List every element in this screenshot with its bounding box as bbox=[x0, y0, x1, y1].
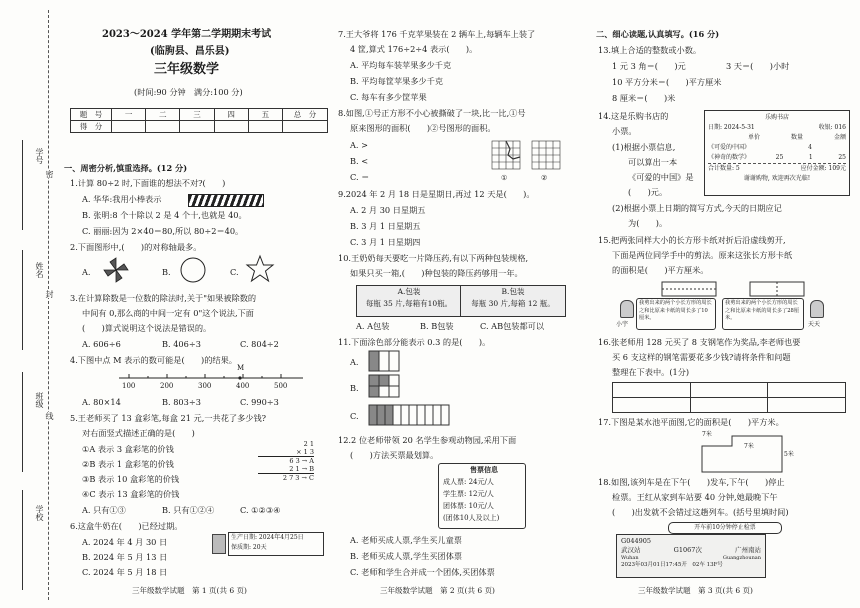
score-cell[interactable] bbox=[112, 121, 146, 133]
q14-part1: 可以算出一本 bbox=[628, 157, 678, 167]
q15-text-line3: 的面积是( )平方厘米。 bbox=[612, 265, 709, 275]
arrival-station: 广州南站 bbox=[734, 546, 761, 554]
score-cell[interactable] bbox=[248, 121, 282, 133]
receipt-head: 金额 bbox=[833, 134, 846, 141]
pool-dim: 5米 bbox=[784, 451, 794, 458]
exam-region: (临朐县、昌乐县) bbox=[150, 46, 230, 57]
milk-production-date: 生产日期: 2024年4月25日 bbox=[231, 534, 304, 541]
q10-text-line1: 10.王奶奶每天要吃一片降压药,有以下两种包装规格, bbox=[338, 253, 529, 263]
receipt-thanks: 谢谢购物, 欢迎再次光临! bbox=[743, 175, 811, 182]
departure-en: Wuhan bbox=[621, 555, 639, 561]
q18-text-line2: 检票。王红从家到车站要 40 分钟,她最晚下午 bbox=[612, 492, 778, 502]
receipt-paid: 应付金额: 109元 bbox=[800, 165, 846, 172]
package-b-box bbox=[460, 285, 566, 317]
milk-box-image bbox=[212, 534, 226, 554]
q8-text-line1: 8.如图,①号正方形不小心被撕破了一块,比一比,①号 bbox=[338, 108, 526, 118]
score-cell[interactable] bbox=[146, 121, 180, 133]
receipt-qty: 1 bbox=[808, 154, 813, 161]
figure-label-2: ② bbox=[541, 174, 548, 182]
student-figure-tiantian bbox=[810, 300, 824, 318]
q4-option-b: B. 803÷3 bbox=[162, 397, 201, 407]
ticket-title: 售票信息 bbox=[470, 465, 498, 474]
receipt-item: 《神奇的数学》 bbox=[708, 154, 751, 161]
score-cell[interactable] bbox=[180, 121, 214, 133]
gutter-label-student-no: 学号 bbox=[35, 148, 44, 164]
exam-subject: 三年级数学 bbox=[154, 62, 220, 77]
receipt-qty: 4 bbox=[808, 144, 812, 151]
q7-option-b: B. 平均每筐苹果多少千克 bbox=[350, 76, 444, 86]
q7-text-line2: 4 筐,算式 176÷2÷4 表示( )。 bbox=[350, 44, 478, 54]
score-head: 四 bbox=[214, 109, 248, 121]
q14-part2-line1: (2)根据小票上日期的简写方式,今天的日期应记 bbox=[612, 203, 782, 213]
q13-text: 13.填上合适的整数或小数。 bbox=[598, 45, 702, 55]
speech-bubble-tiantian bbox=[722, 298, 804, 330]
q11-option-c: C. bbox=[350, 411, 359, 421]
q13-item: 3 天＝( )小时 bbox=[726, 61, 790, 71]
table-cell[interactable] bbox=[690, 398, 768, 413]
shaded-grid-b bbox=[368, 374, 400, 398]
q16-text-line2: 买 6 支这样的钢笔需要花多少钱?请将条件和问题 bbox=[612, 352, 791, 362]
q4-option-c: C. 990÷3 bbox=[240, 397, 279, 407]
shaded-grid-a bbox=[368, 350, 400, 372]
blank-line bbox=[22, 250, 23, 350]
q3-option-c: C. 804÷2 bbox=[240, 339, 279, 349]
q4-text: 4.下图中点 M 表示的数可能是( )的结果。 bbox=[70, 355, 237, 365]
table-cell[interactable] bbox=[690, 383, 768, 398]
q2-option-b: B. bbox=[162, 267, 171, 277]
receipt-head: 单价 bbox=[748, 134, 761, 141]
number-line-point-m: M bbox=[237, 364, 245, 372]
axis-label: 200 bbox=[160, 382, 174, 390]
seal-char: 封 bbox=[45, 290, 54, 298]
q13-item: 8 厘米＝( )米 bbox=[612, 93, 676, 103]
q11-option-b: B. bbox=[350, 383, 359, 393]
receipt-shop: 乐购书店 bbox=[764, 114, 789, 121]
package-a-title: A.包装 bbox=[397, 287, 421, 296]
blank-line bbox=[22, 140, 23, 230]
blank-line bbox=[22, 490, 23, 590]
q5-item: ①A 表示 3 盒彩笔的价钱 bbox=[82, 444, 174, 454]
q5-item: ④C 表示 13 盒彩笔的价钱 bbox=[82, 489, 180, 499]
q1-option-b: B. 张明:8 个十除以 2 是 4 个十,也就是 40。 bbox=[82, 210, 247, 220]
seal-char: 线 bbox=[45, 412, 54, 420]
shaded-grid-c bbox=[368, 404, 450, 426]
exam-meta: (时间:90 分钟 满分:100 分) bbox=[134, 87, 243, 97]
ticket-group: 团体票: 10元/人 bbox=[443, 502, 494, 510]
q6-option-b: B. 2024 年 5 月 13 日 bbox=[82, 552, 168, 562]
page-1 bbox=[62, 0, 327, 608]
q5-text-line1: 5.王老师买了 13 盒彩笔,每盒 21 元,一共花了多少钱? bbox=[70, 413, 267, 423]
package-b-desc: 每瓶 30 片,每箱 12 瓶。 bbox=[471, 299, 555, 308]
q16-text-line1: 16.张老师用 128 元买了 8 支钢笔作为奖品,李老师也要 bbox=[598, 337, 801, 347]
gutter-label-class: 班级 bbox=[35, 392, 44, 408]
q6-text: 6.这盒牛奶在( )已经过期。 bbox=[70, 521, 183, 531]
axis-label: 500 bbox=[274, 382, 288, 390]
gutter-label-name: 姓名 bbox=[35, 262, 44, 278]
q13-item: 1 元 3 角＝( )元 bbox=[612, 61, 686, 71]
milk-shelf-life: 保质期: 20天 bbox=[231, 544, 267, 551]
ticket-group-note: (团体10人及以上) bbox=[443, 514, 500, 522]
score-head: 得 分 bbox=[71, 121, 112, 133]
table-cell[interactable] bbox=[768, 383, 846, 398]
q2-option-c: C. bbox=[230, 267, 239, 277]
score-head: 一 bbox=[112, 109, 146, 121]
q9-option-a: A. 2 月 30 日星期五 bbox=[350, 205, 426, 215]
q12-option-c: C. 老师和学生合并成一个团体,买团体票 bbox=[350, 567, 495, 577]
score-head: 三 bbox=[180, 109, 214, 121]
q12-option-a: A. 老师买成人票,学生买儿童票 bbox=[350, 535, 462, 545]
student-name: 天天 bbox=[808, 321, 821, 328]
calc-line: 2 1 → B bbox=[258, 465, 314, 474]
q17-text: 17.下图是某水池平面图,它的面积是( )平方米。 bbox=[598, 417, 784, 427]
receipt-date: 日期: 2024-5-31 bbox=[708, 124, 755, 131]
score-table bbox=[70, 108, 328, 133]
sticks-image bbox=[188, 194, 264, 207]
score-cell[interactable] bbox=[283, 121, 328, 133]
receipt-total: 合计数量: 5 bbox=[708, 165, 740, 172]
q5-text-line2: 对右面竖式描述正确的是( ) bbox=[82, 428, 195, 438]
table-cell[interactable] bbox=[613, 383, 691, 398]
page-1-footer: 三年级数学试题 第 1 页(共 6 页) bbox=[132, 586, 247, 595]
pinwheel-shape bbox=[102, 256, 130, 284]
axis-label: 300 bbox=[198, 382, 212, 390]
seal-line bbox=[48, 10, 49, 600]
table-cell[interactable] bbox=[613, 398, 691, 413]
q6-option-a: A. 2024 年 4 月 30 日 bbox=[82, 537, 168, 547]
score-head: 二 bbox=[146, 109, 180, 121]
q9-option-b: B. 3 月 1 日星期五 bbox=[350, 221, 421, 231]
milk-label bbox=[228, 532, 324, 556]
notice-text: 开车前10分钟停止检票 bbox=[694, 524, 756, 531]
student-figure-xiaoyu bbox=[620, 300, 634, 318]
q8-option-b: B. < bbox=[350, 156, 369, 166]
q15-text-line1: 15.把两张同样大小的长方形卡纸对折后沿虚线剪开, bbox=[598, 235, 786, 245]
q2-text: 2.下面图形中,( )的对称轴最多。 bbox=[70, 242, 202, 252]
q13-item: 10 平方分米＝( )平方厘米 bbox=[612, 77, 722, 87]
receipt-item: 《可爱的中国》 bbox=[708, 144, 751, 151]
q12-option-b: B. 老师买成人票,学生买团体票 bbox=[350, 551, 463, 561]
vertical-calculation bbox=[258, 440, 314, 482]
ticket-student: 学生票: 12元/人 bbox=[443, 490, 494, 498]
ticket-adult: 成人票: 24元/人 bbox=[443, 478, 494, 486]
pool-dim: 7米 bbox=[744, 443, 754, 450]
score-head: 题 号 bbox=[71, 109, 112, 121]
q18-text-line3: ( )出发就不会错过这趟列车。(括号里填时间) bbox=[612, 507, 789, 517]
q7-option-c: C. 每车有多少筐苹果 bbox=[350, 92, 427, 102]
section-1-heading: 一、周密分析,慎重选择。(12 分) bbox=[64, 163, 188, 173]
receipt-head: 数量 bbox=[790, 134, 803, 141]
receipt bbox=[704, 110, 850, 196]
q5-option-b: B. 只有①②④ bbox=[162, 505, 215, 515]
circle-shape bbox=[179, 256, 207, 284]
axis-label: 400 bbox=[236, 382, 250, 390]
q7-text-line1: 7.王大爷将 176 千克苹果装在 2 辆车上,每辆车上装了 bbox=[338, 29, 536, 39]
ticket-info-box bbox=[438, 463, 526, 529]
q11-text: 11.下面涂色部分能表示 0.3 的是( )。 bbox=[338, 337, 491, 347]
page-3-footer: 三年级数学试题 第 3 页(共 6 页) bbox=[638, 586, 753, 595]
axis-label: 100 bbox=[122, 382, 136, 390]
card-cut-figures bbox=[658, 278, 808, 300]
calc-line: 2 1 bbox=[303, 440, 314, 448]
q3-option-b: B. 406÷3 bbox=[162, 339, 201, 349]
q1-text: 1.计算 80÷2 时,下面谁的想法不对?( ) bbox=[70, 178, 226, 188]
q8-option-a: A. > bbox=[350, 140, 368, 150]
figure-label-1: ① bbox=[501, 174, 508, 182]
seal-char: 密 bbox=[45, 170, 54, 178]
calc-line: 6 3 → A bbox=[289, 457, 314, 465]
train-number: G1067次 bbox=[673, 546, 702, 554]
stop-check-notice bbox=[668, 522, 782, 534]
q7-option-a: A. 平均每车装苹果多少千克 bbox=[350, 60, 452, 70]
calc-line: 2 7 3 → C bbox=[282, 474, 314, 482]
exam-title: 2023～2024 学年第二学期期末考试 bbox=[102, 29, 272, 40]
q4-option-a: A. 80×14 bbox=[82, 397, 121, 407]
q14-part2-line2: 为( )。 bbox=[628, 218, 668, 228]
q3-text-line1: 3.在计算除数是一位数的除法时,关于"如果被除数的 bbox=[70, 293, 257, 303]
train-ticket bbox=[616, 534, 766, 578]
q10-option-b: B. B包装 bbox=[420, 321, 454, 331]
star-shape bbox=[245, 254, 275, 284]
q3-option-a: A. 606÷6 bbox=[82, 339, 121, 349]
blank-line bbox=[22, 372, 23, 472]
q2-option-a: A. bbox=[82, 267, 91, 277]
calc-line: × 1 3 bbox=[258, 448, 314, 457]
q14-text: 14.这是乐购书店的 bbox=[598, 111, 669, 121]
q5-item: ②B 表示 1 盒彩笔的价钱 bbox=[82, 459, 174, 469]
page-3 bbox=[598, 0, 853, 608]
q8-text-line2: 原来图形的面积( )②号图形的面积。 bbox=[350, 123, 496, 133]
q14-part1: ( )元。 bbox=[628, 187, 668, 197]
q10-option-a: A. A包装 bbox=[356, 321, 390, 331]
q16-answer-table bbox=[612, 382, 846, 413]
bubble-text: 我剪出来的两个小长方形的周长之和比原来卡纸的周长多了10厘米。 bbox=[639, 300, 712, 321]
torn-square-figure bbox=[488, 137, 568, 173]
pool-dim: 7米 bbox=[702, 431, 712, 438]
package-a-box bbox=[356, 285, 462, 317]
q3-text-line2: 中间有 0,那么商的中间一定有 0"这个说法,下面 bbox=[82, 308, 254, 318]
arrival-en: Guangzhounan bbox=[722, 555, 761, 561]
page-2-footer: 三年级数学试题 第 2 页(共 6 页) bbox=[380, 586, 495, 595]
q11-option-a: A. bbox=[350, 357, 359, 367]
q6-option-c: C. 2024 年 5 月 18 日 bbox=[82, 567, 168, 577]
package-a-desc: 每瓶 35 片,每箱有10瓶。 bbox=[365, 299, 453, 308]
q10-option-c: C. AB包装都可以 bbox=[480, 321, 545, 331]
speech-bubble-xiaoyu bbox=[636, 298, 716, 330]
q3-text-line3: ( )算式说明这个说法是错误的。 bbox=[82, 323, 212, 333]
ticket-code: G044905 bbox=[621, 537, 652, 545]
receipt-no: 收银: 016 bbox=[818, 124, 846, 131]
table-cell[interactable] bbox=[768, 398, 846, 413]
q9-option-c: C. 3 月 1 日星期四 bbox=[350, 237, 421, 247]
q16-text-line3: 整理在下表中。(1分) bbox=[612, 367, 690, 377]
q18-text-line1: 18.如图,该列车是在下午( )发车,下午( )停止 bbox=[598, 477, 785, 487]
ticket-detail: 2023年03月01日17:45开 02车 13F号 bbox=[621, 562, 723, 568]
score-cell[interactable] bbox=[214, 121, 248, 133]
receipt-amount: 25 bbox=[838, 154, 846, 161]
q15-text-line2: 下面是两位同学手中的剪法。原来这张长方形卡纸 bbox=[612, 250, 793, 260]
receipt-price: 25 bbox=[775, 154, 784, 161]
score-head: 五 bbox=[248, 109, 282, 121]
q10-text-line2: 如果只买一箱,( )种包装的降压药够用一年。 bbox=[350, 268, 523, 278]
q12-text-line1: 12.2 位老师带领 20 名学生参观动物园,采用下面 bbox=[338, 435, 517, 445]
gutter-label-school: 学校 bbox=[35, 505, 44, 521]
score-head: 总 分 bbox=[283, 109, 328, 121]
student-name: 小宇 bbox=[616, 321, 629, 328]
q1-option-a: A. 华华:我用小棒表示 bbox=[82, 194, 162, 204]
q5-option-a: A. 只有①③ bbox=[82, 505, 126, 515]
section-2-heading: 二、细心读题,认真填写。(16 分) bbox=[596, 29, 720, 39]
q14-part1: (1)根据小票信息, bbox=[612, 142, 676, 152]
package-b-title: B.包装 bbox=[501, 287, 525, 296]
q5-option-c: C. ①②③④ bbox=[240, 505, 281, 515]
q9-text: 9.2024 年 2 月 18 日是星期日,再过 12 天是( )。 bbox=[338, 189, 535, 199]
departure-station: 武汉站 bbox=[621, 546, 641, 554]
bubble-text: 我剪出来的两个小长方形的周长之和比原来卡纸的周长多了28厘米。 bbox=[725, 300, 800, 321]
q14-part1: 《可爱的中国》是 bbox=[628, 172, 694, 182]
q1-option-c: C. 丽丽:因为 2×40＝80,所以 80÷2＝40。 bbox=[82, 226, 244, 236]
q14-text-line2: 小票。 bbox=[612, 126, 637, 136]
q12-text-line2: ( )方法买票最划算。 bbox=[350, 450, 439, 460]
page-2 bbox=[338, 0, 588, 608]
q8-option-c: C. ＝ bbox=[350, 172, 370, 182]
q5-item: ③B 表示 10 盒彩笔的价钱 bbox=[82, 474, 180, 484]
